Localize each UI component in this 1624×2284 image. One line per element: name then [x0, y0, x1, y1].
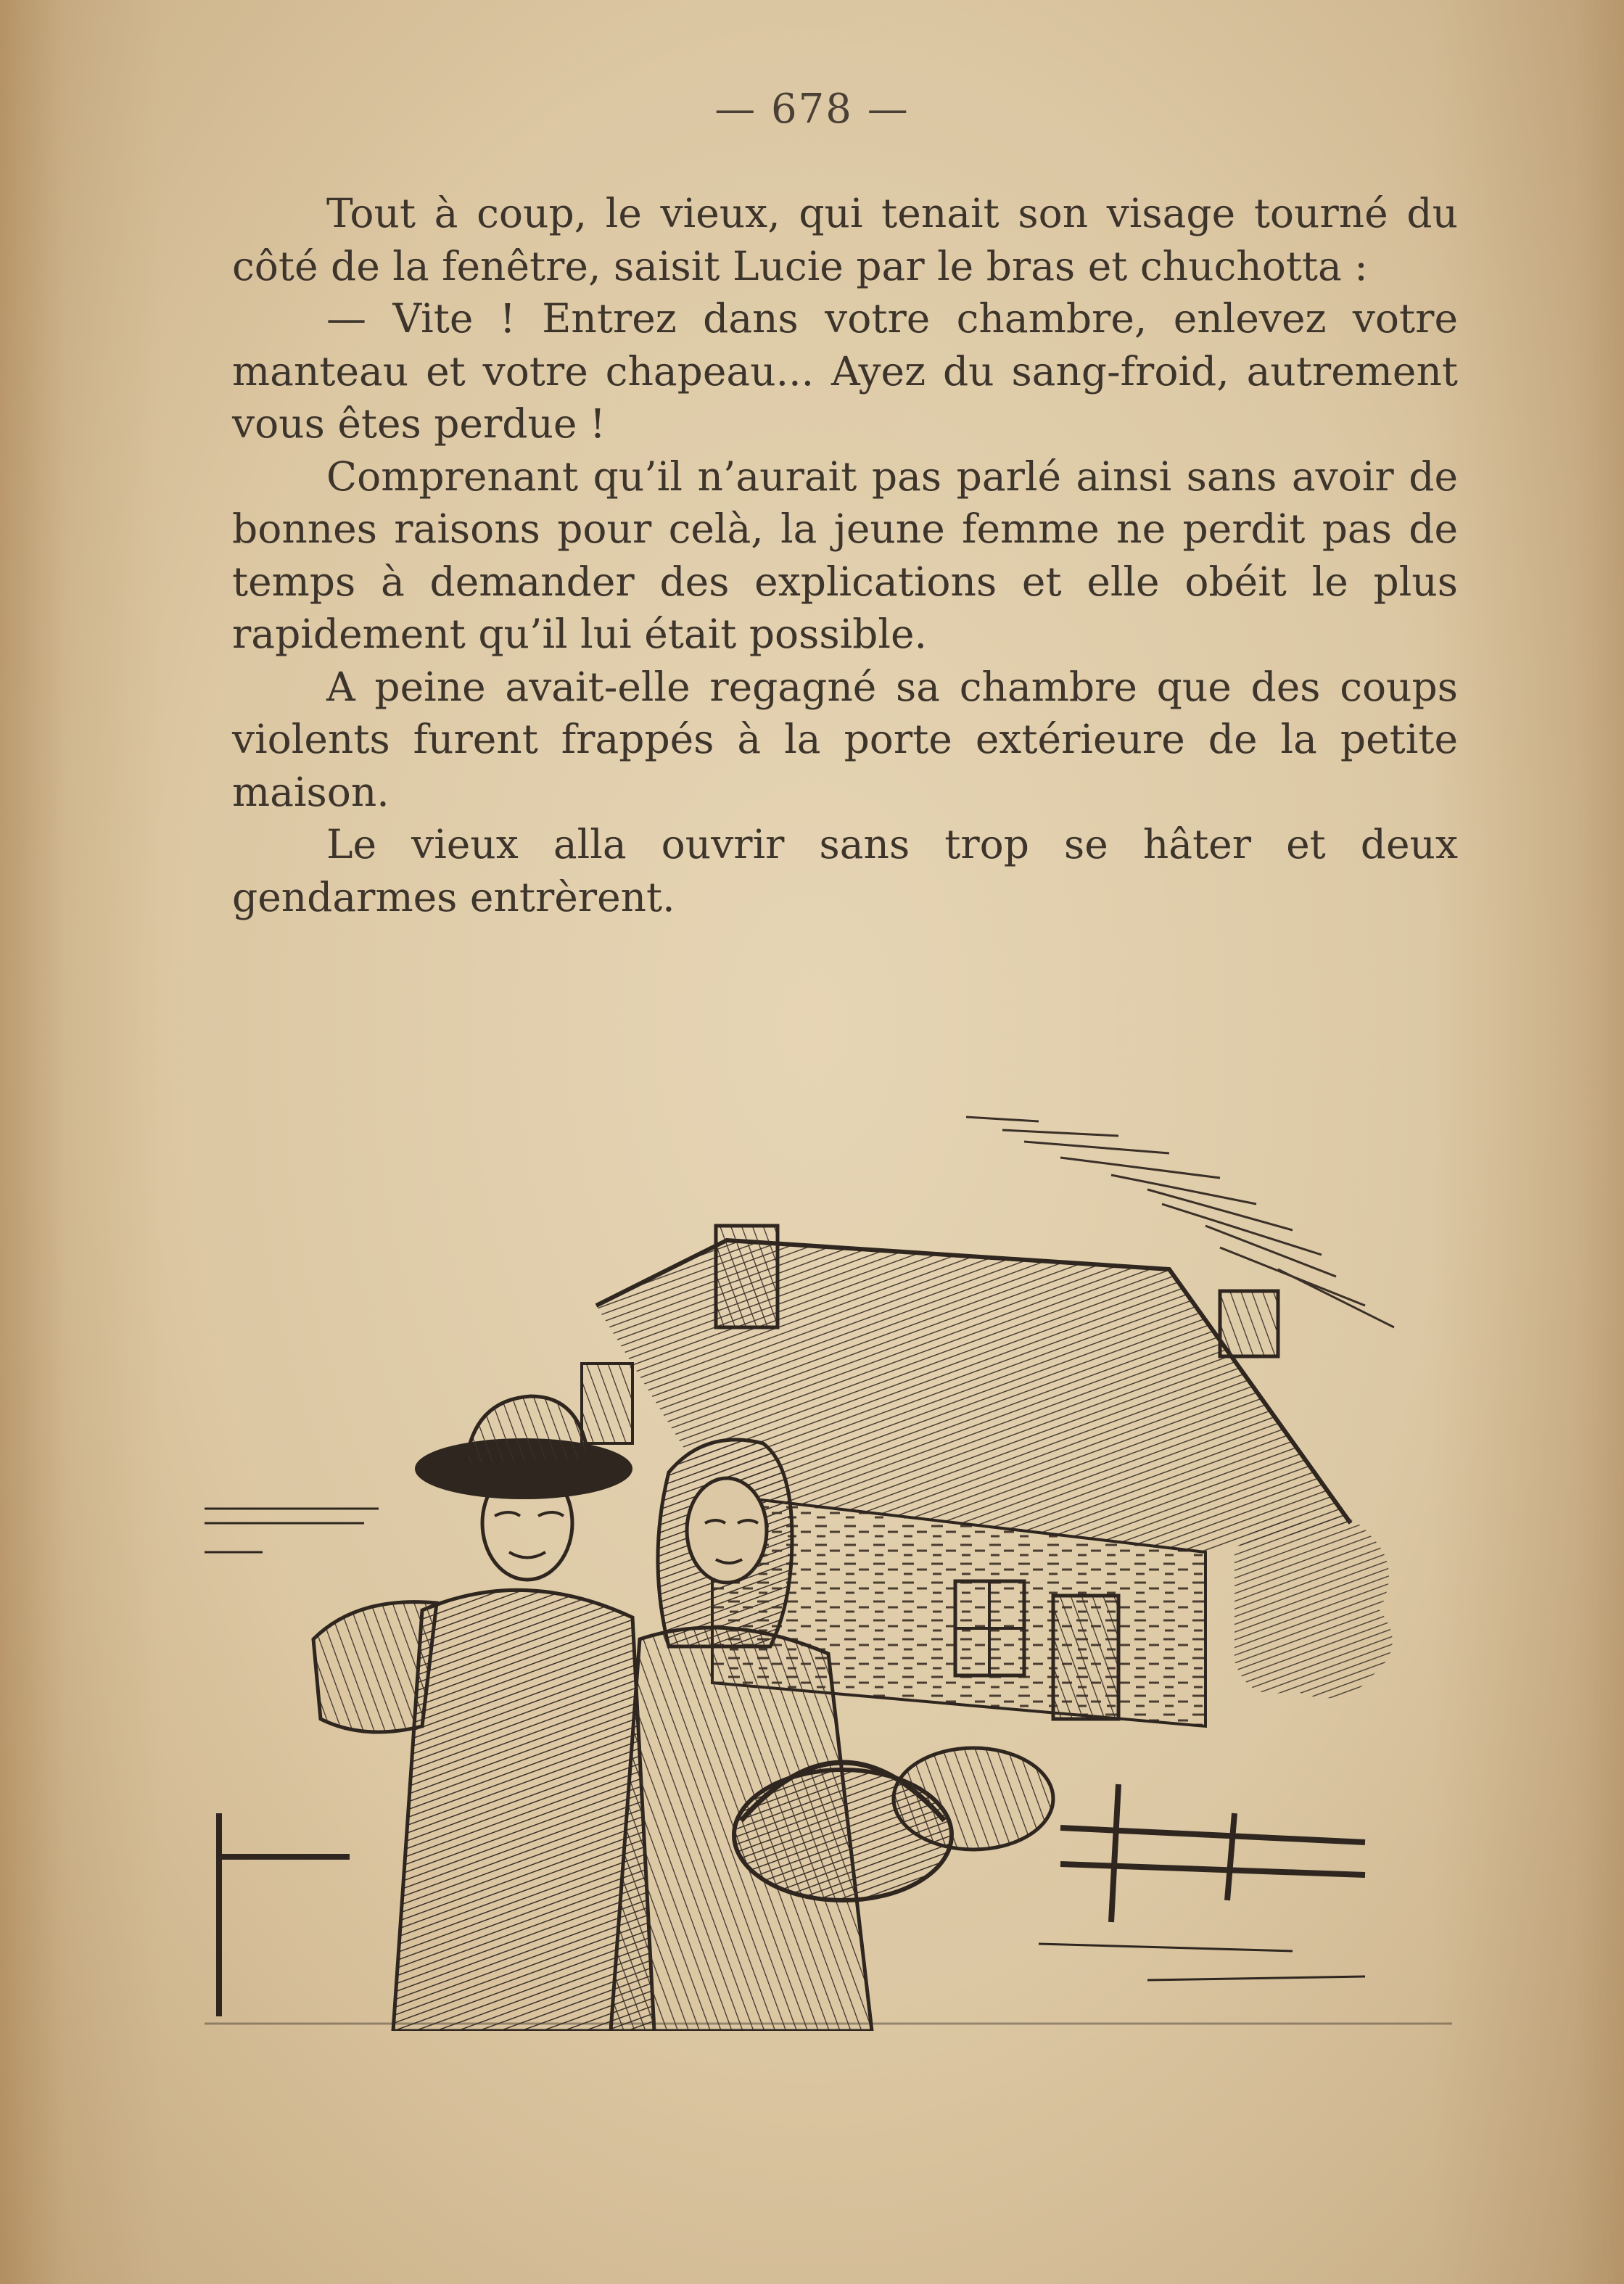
sea-lines: [205, 1509, 379, 1552]
man-figure: [313, 1396, 654, 2031]
engraving-illustration: [205, 1088, 1452, 2031]
paragraph: A peine avait-elle regagné sa chambre que des coups violents furent frappés à la porte extérieure de la petite maison.: [232, 663, 1458, 815]
foliage: [1235, 1515, 1393, 1699]
paragraph: Le vieux alla ouvrir sans trop se hâter et deux gendarmes entrèrent.: [232, 821, 1458, 920]
cottage-couple-engraving: [205, 1088, 1452, 2031]
paragraph: — Vite ! Entrez dans votre chambre, enlevez votre manteau et votre chapeau... Ayez du sang-froid, autrement vous êtes perdue !: [232, 295, 1458, 447]
text-block: [232, 187, 1458, 923]
page-number: — 678 —: [714, 86, 910, 133]
paragraph: Comprenant qu’il n’aurait pas parlé ainsi sans avoir de bonnes raisons pour celà, la jeune femme ne perdit pas de temps à demander des explications et elle obéit le plus rapidement qu’il lui était possible.: [232, 453, 1458, 657]
paragraph: Tout à coup, le vieux, qui tenait son visage tourné du côté de la fenêtre, saisit Lucie par le bras et chuchotta :: [232, 190, 1458, 289]
